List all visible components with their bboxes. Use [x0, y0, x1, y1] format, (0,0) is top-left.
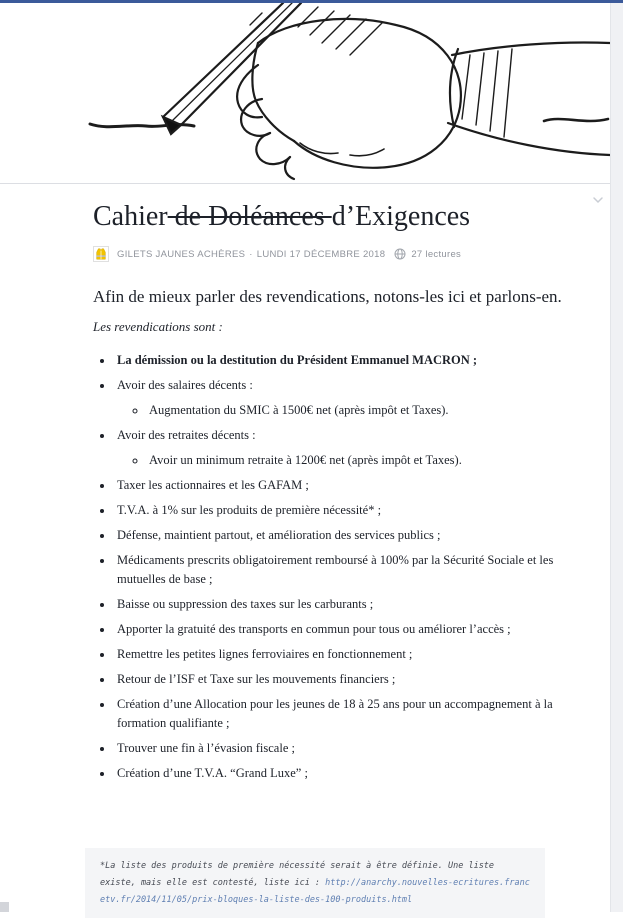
- byline: [93, 246, 585, 262]
- yellow-vest-avatar[interactable]: [93, 246, 109, 262]
- scrollbar-track[interactable]: [610, 3, 623, 912]
- footnote-box: [85, 848, 545, 918]
- demand-subitem: ◦ Augmentation du SMIC à 1500€ net (après impôt et Taxes).: [147, 401, 585, 420]
- footnote-text: *La liste des produits de première nécessité serait à être définie. Une liste existe, mais elle est contesté, liste ici :: [100, 861, 495, 888]
- demand-text: Avoir des retraites décents :: [117, 428, 256, 442]
- footnote-link[interactable]: http://anarchy.nouvelles-ecritures.francetv.fr/2014/11/05/prix-bloques-la-liste-des-100-produits.html: [100, 878, 530, 905]
- hand-writing-pen-drawing: [0, 3, 610, 183]
- demand-item: • Défense, maintient partout, et amélioration des services publics ;: [114, 526, 585, 545]
- publish-date: LUNDI 17 DÉCEMBRE 2018: [256, 248, 386, 260]
- demand-item: • Taxer les actionnaires et les GAFAM ;: [114, 476, 585, 495]
- title-post: d’Exigences: [331, 201, 471, 232]
- demand-subitem: ◦ Avoir un minimum retraite à 1200€ net (après impôt et Taxes).: [147, 451, 585, 470]
- demand-item: • Remettre les petites lignes ferroviaires en fonctionnement ;: [114, 645, 585, 664]
- demand-item: • Apporter la gratuité des transports en commun pour tous ou améliorer l’accès ;: [114, 620, 585, 639]
- author-name[interactable]: GILETS JAUNES ACHÈRES: [117, 248, 246, 260]
- header-divider: [0, 183, 610, 184]
- read-count: 27 lectures: [411, 248, 462, 260]
- intro-paragraph: Afin de mieux parler des revendications, notons-les ici et parlons-en.: [93, 287, 562, 306]
- article-body: [93, 200, 585, 789]
- header-illustration: [0, 3, 610, 183]
- demand-item: [114, 376, 585, 420]
- scrollbar-corner: [0, 902, 9, 912]
- demand-item: • Médicaments prescrits obligatoirement remboursé à 100% par la Sécurité Sociale et les mutuelles de base ;: [114, 551, 585, 589]
- byline-separator: ·: [249, 248, 253, 260]
- demand-item: • Création d’une Allocation pour les jeunes de 18 à 25 ans pour un accompagnement à la formation qualifiante ;: [114, 695, 585, 733]
- demand-sublist: [117, 401, 585, 420]
- list-intro: Les revendications sont :: [93, 319, 223, 334]
- demand-item: • Baisse ou suppression des taxes sur les carburants ;: [114, 595, 585, 614]
- demands-list: [93, 351, 585, 783]
- page-title: [93, 200, 585, 234]
- globe-icon: [394, 248, 406, 260]
- demand-item: • La démission ou la destitution du Président Emmanuel MACRON ;: [114, 351, 585, 370]
- demand-item: • Création d’une T.V.A. “Grand Luxe” ;: [114, 764, 585, 783]
- demand-item: • Retour de l’ISF et Taxe sur les mouvements financiers ;: [114, 670, 585, 689]
- demand-text: Avoir des salaires décents :: [117, 378, 253, 392]
- chevron-down-icon[interactable]: [592, 191, 604, 199]
- demand-item: [114, 426, 585, 470]
- demand-sublist: [117, 451, 585, 470]
- title-pre: Cahier: [93, 201, 168, 232]
- title-strikethrough: de Doléances: [167, 201, 332, 232]
- demand-item: • T.V.A. à 1% sur les produits de première nécessité* ;: [114, 501, 585, 520]
- demand-item: • Trouver une fin à l’évasion fiscale ;: [114, 739, 585, 758]
